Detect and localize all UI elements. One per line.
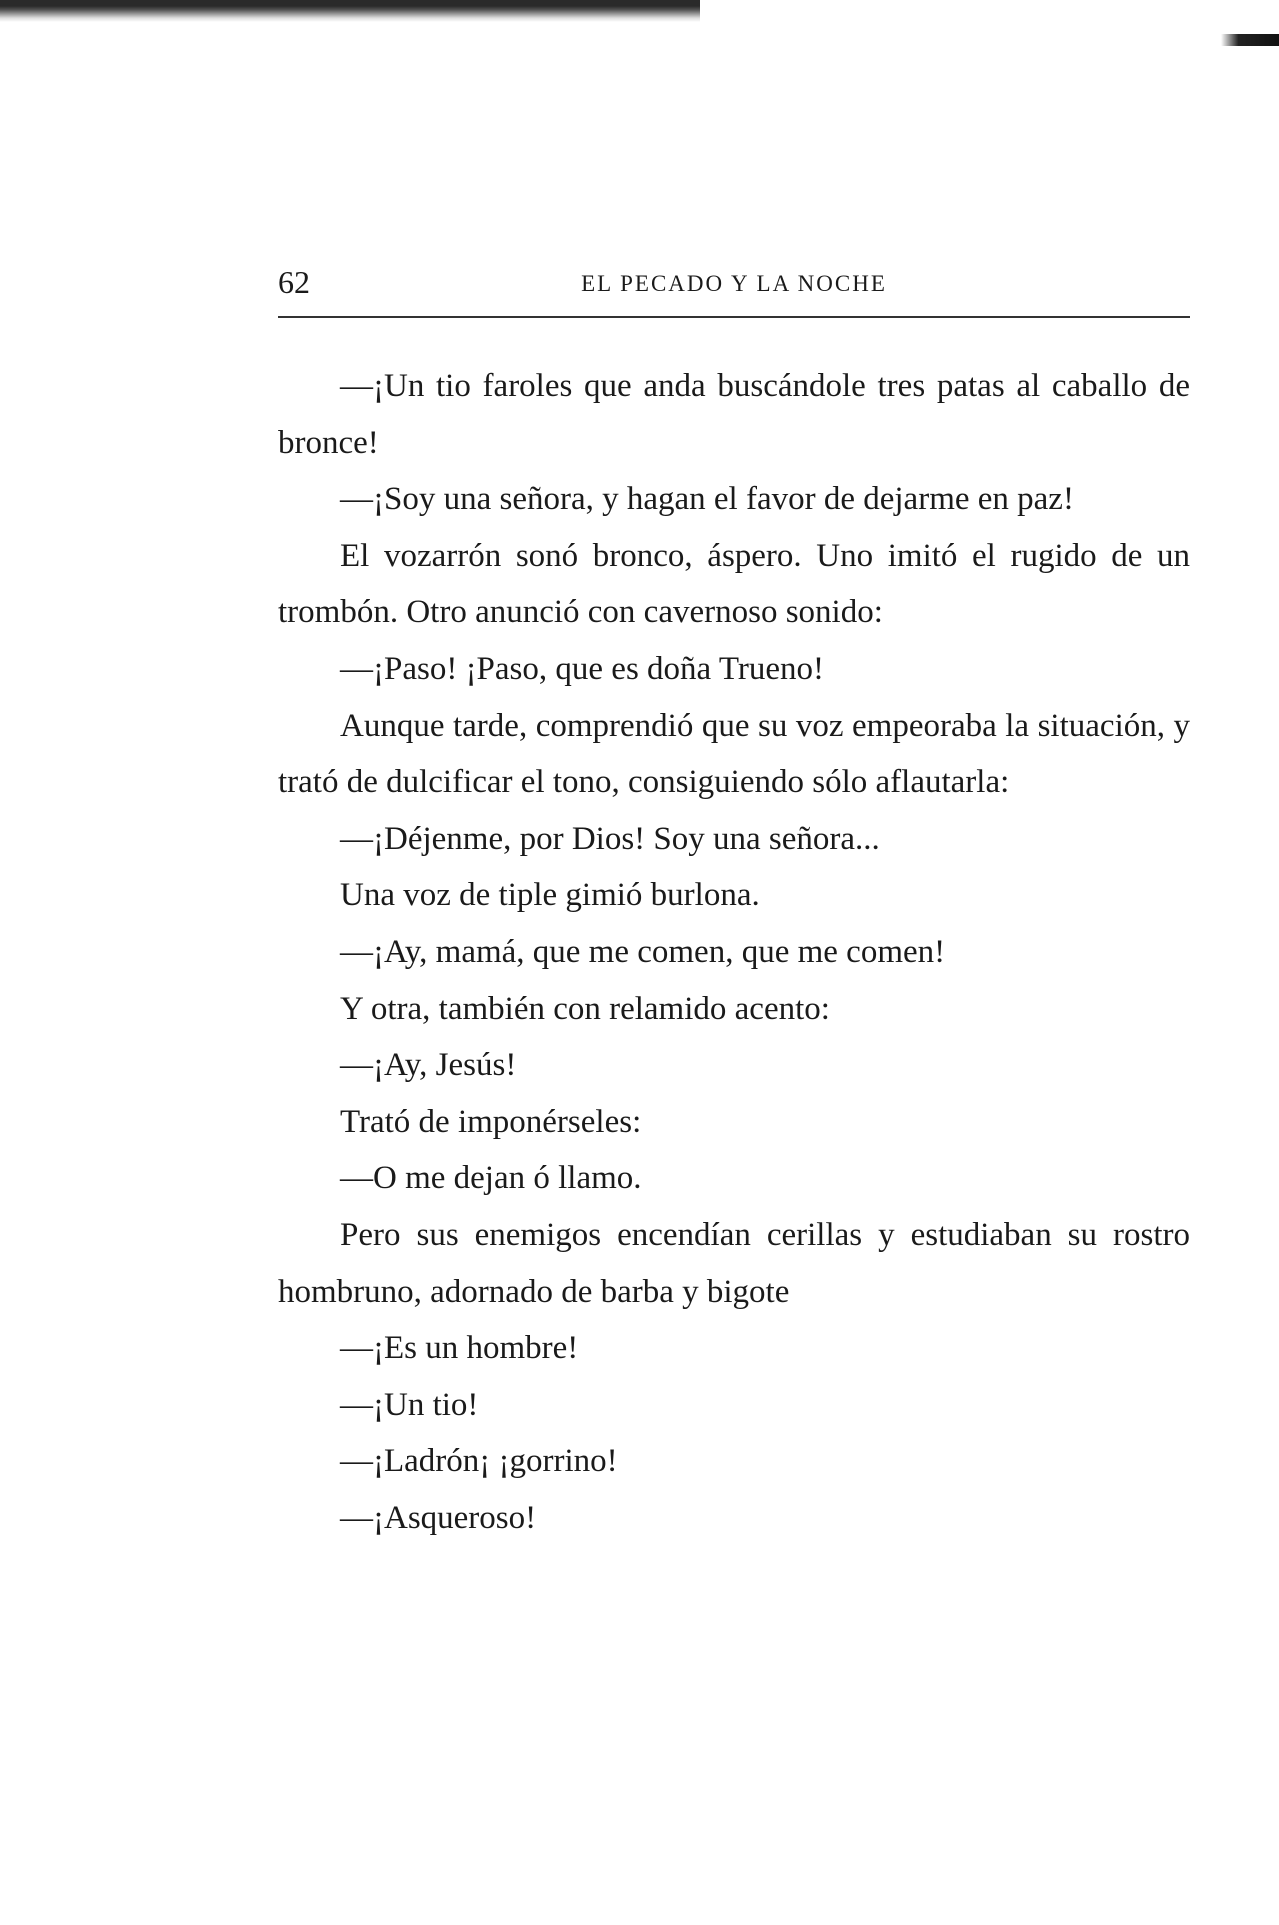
paragraph: —¡Ladrón¡ ¡gorrino! [340,1443,618,1480]
paragraph: Una voz de tiple gimió burlona. [340,877,760,914]
scan-edge-shadow [0,0,700,22]
body-text [278,358,1190,1546]
paragraph: Aunque tarde, comprendió que su voz empeoraba la situación, y trató de dulcificar el tono, consiguiendo sólo aflautarla: [278,707,1190,801]
paragraph: —¡Déjenme, por Dios! Soy una señora... [340,820,880,857]
page-number: 62 [278,264,310,300]
paragraph: —¡Soy una señora, y hagan el favor de dejarme en paz! [340,481,1074,518]
paragraph: —¡Ay, mamá, que me comen, que me comen! [340,933,946,970]
book-page [278,262,1190,1546]
paragraph: —¡Un tio! [340,1386,479,1423]
running-title: EL PECADO Y LA NOCHE [581,271,887,296]
paragraph: —¡Paso! ¡Paso, que es doña Trueno! [340,650,824,687]
paragraph: —¡Ay, Jesús! [340,1047,517,1084]
paragraph: —¡Asqueroso! [340,1499,537,1536]
header-rule [278,316,1190,318]
paragraph: El vozarrón sonó bronco, áspero. Uno imitó el rugido de un trombón. Otro anunció con cavernoso sonido: [278,537,1190,631]
scan-edge-mark [1221,34,1279,46]
running-head [278,262,1190,306]
paragraph: —¡Un tio faroles que anda buscándole tres patas al caballo de bronce! [278,368,1190,461]
paragraph: —O me dejan ó llamo. [340,1160,642,1197]
paragraph: Y otra, también con relamido acento: [340,990,830,1027]
paragraph: Pero sus enemigos encendían cerillas y estudiaban su rostro hombruno, adornado de barba y bigote [278,1216,1190,1310]
paragraph: —¡Es un hombre! [340,1330,579,1367]
paragraph: Trató de imponérseles: [340,1103,642,1140]
